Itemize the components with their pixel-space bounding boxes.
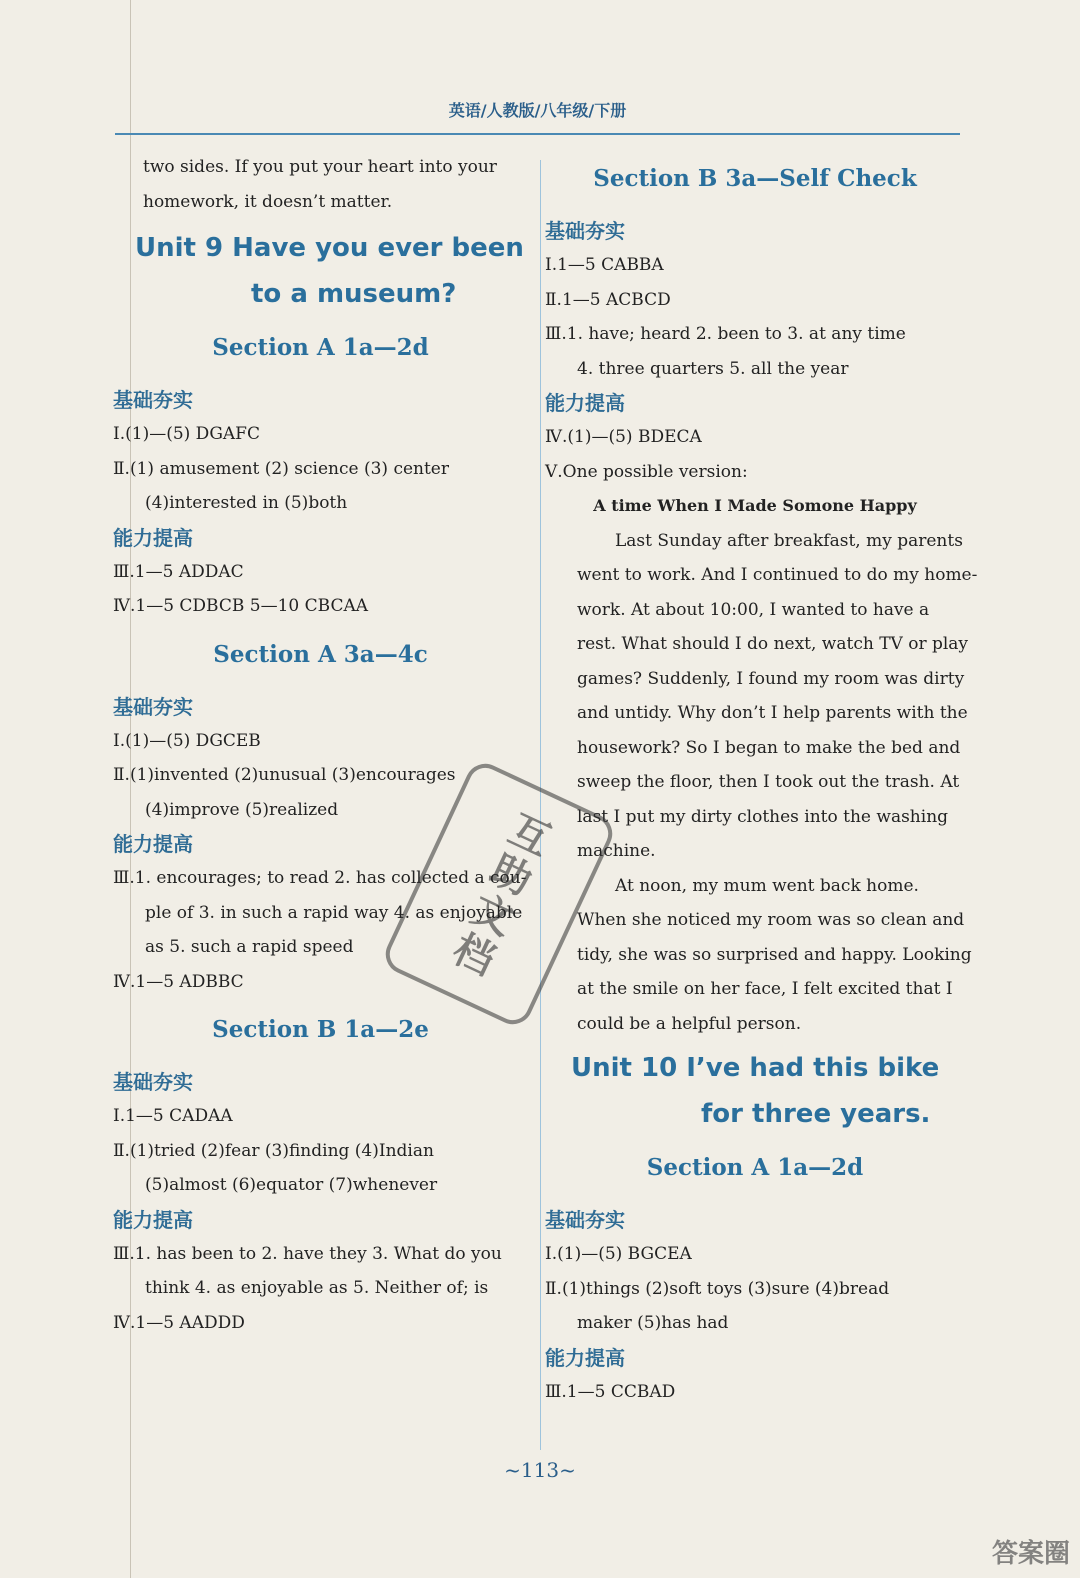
section-title: Section B 1a—2e [212, 1016, 429, 1043]
header-rule [115, 133, 960, 135]
text-line: homework, it doesn’t matter. [143, 191, 393, 212]
category-heading: 基础夯实 [545, 1208, 625, 1232]
essay-paragraph-2 [545, 869, 972, 1042]
answer-line: Ⅴ.One possible version: [545, 461, 748, 482]
category-heading: 基础夯实 [113, 694, 193, 719]
answer-line: Ⅳ.1—5 AADDD [113, 1312, 245, 1333]
answer-line: Ⅳ.(1)—(5) BDECA [545, 427, 702, 447]
essay-line: housework? So I began to make the bed and [577, 737, 961, 758]
answer-line: Ⅳ.1—5 CDBCB 5—10 CBCAA [113, 596, 368, 616]
essay-title: A time When I Made Somone Happy [593, 496, 917, 515]
category-heading: 基础夯实 [545, 219, 625, 243]
section-title: Section A 3a—4c [213, 640, 428, 668]
answer-line: Ⅱ.(1)things (2)soft toys (3)sure (4)bread [545, 1278, 890, 1299]
category-heading: 基础夯实 [113, 1070, 193, 1094]
answer-line: Ⅰ.(1)—(5) DGAFC [113, 424, 260, 444]
answer-line: Ⅲ.1. encourages; to read 2. has collected a cou- [113, 868, 527, 888]
answer-line: Ⅰ.1—5 CABBA [545, 255, 664, 275]
unit-10-title [545, 1045, 965, 1137]
answer-line: think 4. as enjoyable as 5. Neither of; is [145, 1278, 489, 1298]
essay-line: sweep the floor, then I took out the trash. At [577, 772, 960, 792]
category-heading: 能力提高 [113, 525, 193, 550]
essay-line: machine. [577, 841, 656, 861]
page-number: ~113~ [504, 1458, 576, 1482]
answer-line: (4)improve (5)realized [145, 799, 339, 820]
unit-9-title [113, 225, 528, 317]
answer-line: Ⅱ.1—5 ACBCD [545, 289, 671, 310]
category-heading: 能力提高 [113, 832, 193, 856]
essay-paragraph-1 [545, 524, 978, 869]
answer-line: (5)almost (6)equator (7)whenever [145, 1175, 438, 1195]
essay-line: At noon, my mum went back home. [615, 875, 919, 896]
answer-line: 4. three quarters 5. all the year [577, 358, 849, 379]
left-column [113, 150, 528, 1340]
answer-line: Ⅲ.1—5 ADDAC [113, 561, 244, 582]
corner-watermark: 答案圈 [991, 1539, 1070, 1569]
essay-line: and untidy. Why don’t I help parents with the [577, 703, 968, 723]
section-title: Section A 1a—2d [646, 1154, 864, 1181]
answer-line: Ⅱ.(1)invented (2)unusual (3)encourages [113, 765, 456, 785]
answer-line: maker (5)has had [577, 1313, 729, 1333]
essay-line: went to work. And I continued to do my home- [577, 565, 978, 585]
section-title: Section B 3a—Self Check [593, 165, 917, 192]
answer-line: ple of 3. in such a rapid way 4. as enjoyable [145, 902, 523, 923]
answer-line: Ⅲ.1. have; heard 2. been to 3. at any time [545, 324, 906, 344]
answer-line: Ⅳ.1—5 ADBBC [113, 971, 244, 992]
essay-line: could be a helpful person. [577, 1013, 802, 1034]
answer-line: Ⅰ.(1)—(5) BGCEA [545, 1244, 692, 1264]
text-line: two sides. If you put your heart into your [143, 157, 497, 177]
essay-line: Last Sunday after breakfast, my parents [615, 530, 963, 551]
essay-line: tidy, she was so surprised and happy. Looking [577, 944, 972, 965]
essay-line: work. At about 10:00, I wanted to have a [577, 599, 930, 620]
running-header: 英语/人教版/八年级/下册 [448, 101, 627, 120]
essay-line: When she noticed my room was so clean and [577, 910, 965, 930]
unit-title-line: Unit 10 I’ve had this bike [571, 1053, 940, 1083]
category-heading: 基础夯实 [113, 388, 193, 412]
essay-line: at the smile on her face, I felt excited that I [577, 979, 953, 999]
answer-line: Ⅲ.1. has been to 2. have they 3. What do you [113, 1243, 502, 1264]
unit-title-line: to a museum? [251, 279, 457, 309]
answer-line: Ⅰ.(1)—(5) DGCEB [113, 730, 261, 751]
category-heading: 能力提高 [545, 1345, 625, 1370]
answer-line: Ⅱ.(1)tried (2)fear (3)finding (4)Indian [113, 1140, 434, 1161]
answer-line: Ⅱ.(1) amusement (2) science (3) center [113, 458, 449, 479]
unit-title-line: Unit 9 Have you ever been [135, 233, 524, 263]
answer-line: Ⅲ.1—5 CCBAD [545, 1381, 676, 1402]
essay-line: rest. What should I do next, watch TV or play [577, 634, 969, 654]
essay-line: last I put my dirty clothes into the washing [577, 806, 949, 827]
right-column [545, 150, 978, 1409]
watermark-stamp: 互助文档 [379, 757, 619, 1030]
answer-line: (4)interested in (5)both [145, 493, 348, 513]
section-title: Section A 1a—2d [212, 334, 429, 361]
category-heading: 能力提高 [113, 1207, 193, 1232]
essay-line: games? Suddenly, I found my room was dirty [577, 668, 965, 689]
answer-line: Ⅰ.1—5 CADAA [113, 1106, 233, 1126]
category-heading: 能力提高 [545, 391, 625, 415]
unit-title-line: for three years. [701, 1099, 931, 1129]
answer-line: as 5. such a rapid speed [145, 937, 354, 957]
